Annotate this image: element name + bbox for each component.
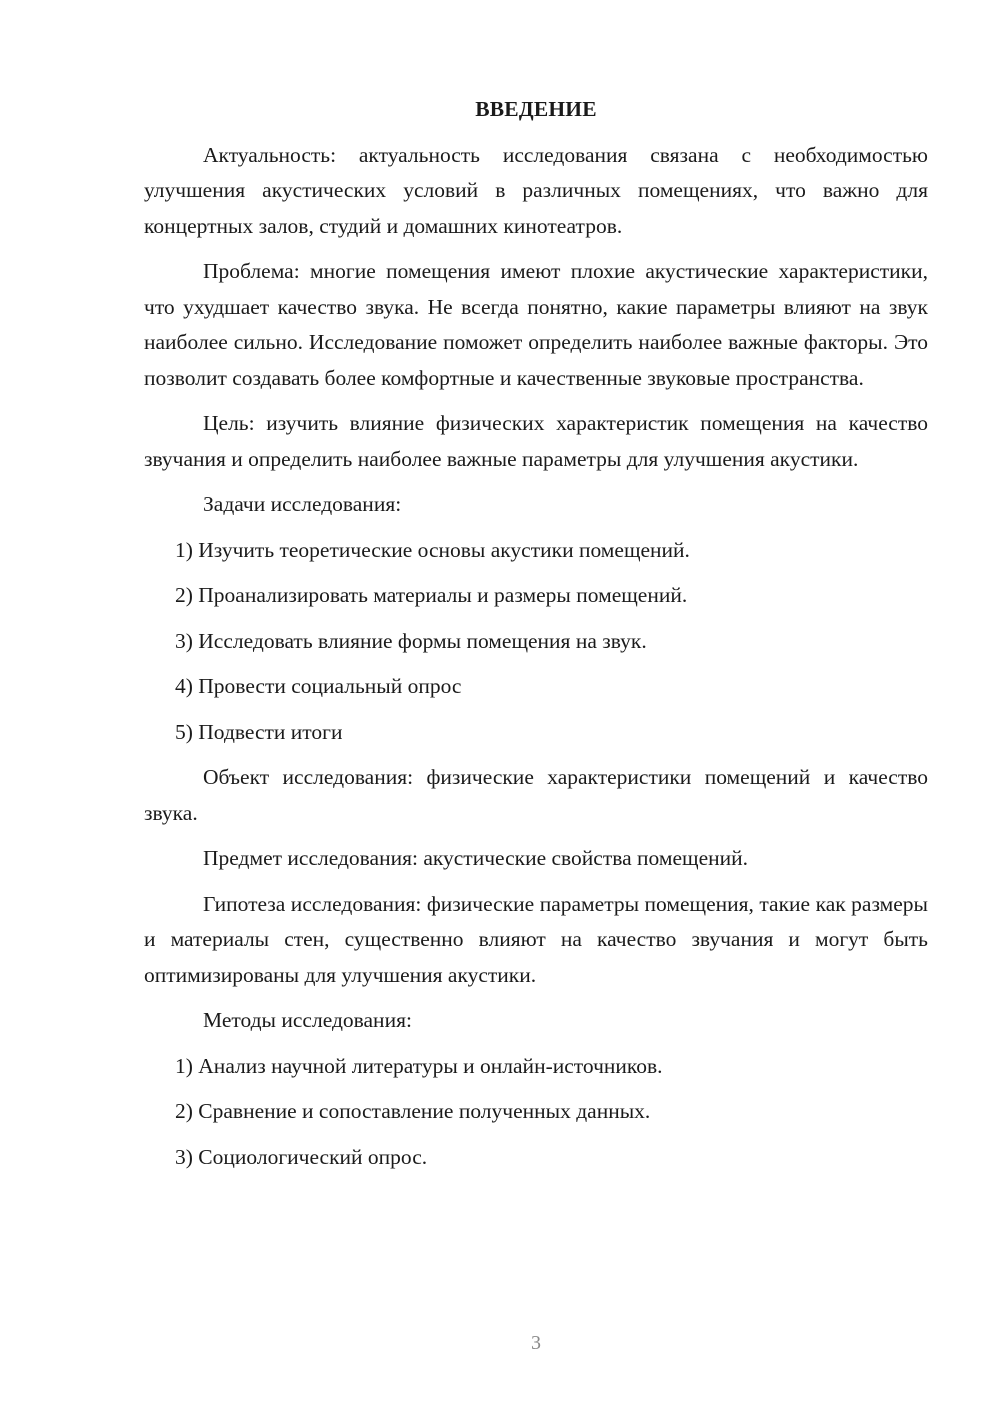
task-item-3: 3) Исследовать влияние формы помещения на звук. [175, 628, 647, 653]
page-number: 3 [531, 1332, 541, 1354]
goal-paragraph: Цель: изучить влияние физических характеристик помещения на качество звучания и определить наиболее важные параметры для улучшения акустики. [144, 411, 928, 471]
task-item-4: 4) Провести социальный опрос [175, 674, 462, 698]
page-content [144, 92, 928, 1185]
task-item-1: 1) Изучить теоретические основы акустики помещений. [175, 537, 690, 562]
task-item-2: 2) Проанализировать материалы и размеры помещений. [175, 583, 688, 607]
hypothesis-paragraph: Гипотеза исследования: физические параметры помещения, такие как размеры и материалы стен, существенно влияют на качество звучания и могут быть оптимизированы для улучшения акустики. [144, 891, 928, 987]
method-item-2: 2) Сравнение и сопоставление полученных данных. [175, 1099, 651, 1123]
method-item-1: 1) Анализ научной литературы и онлайн-источников. [175, 1053, 663, 1078]
section-title: ВВЕДЕНИЕ [475, 97, 597, 121]
method-item-3: 3) Социологический опрос. [175, 1144, 428, 1169]
object-paragraph: Объект исследования: физические характеристики помещений и качество звука. [144, 765, 928, 825]
task-item-5: 5) Подвести итоги [175, 719, 343, 744]
problem-paragraph: Проблема: многие помещения имеют плохие акустические характеристики, что ухудшает качество звука. Не всегда понятно, какие параметры влияют на звук наиболее сильно. Исследование поможет определить наиболее важные факторы. Это позволит создавать более комфортные и качественные звуковые пространства. [144, 259, 928, 390]
methods-heading: Методы исследования: [203, 1008, 412, 1032]
subject-paragraph: Предмет исследования: акустические свойства помещений. [203, 846, 749, 870]
tasks-heading: Задачи исследования: [203, 492, 402, 516]
relevance-paragraph: Актуальность: актуальность исследования связана с необходимостью улучшения акустических условий в различных помещениях, что важно для концертных залов, студий и домашних кинотеатров. [144, 142, 928, 238]
